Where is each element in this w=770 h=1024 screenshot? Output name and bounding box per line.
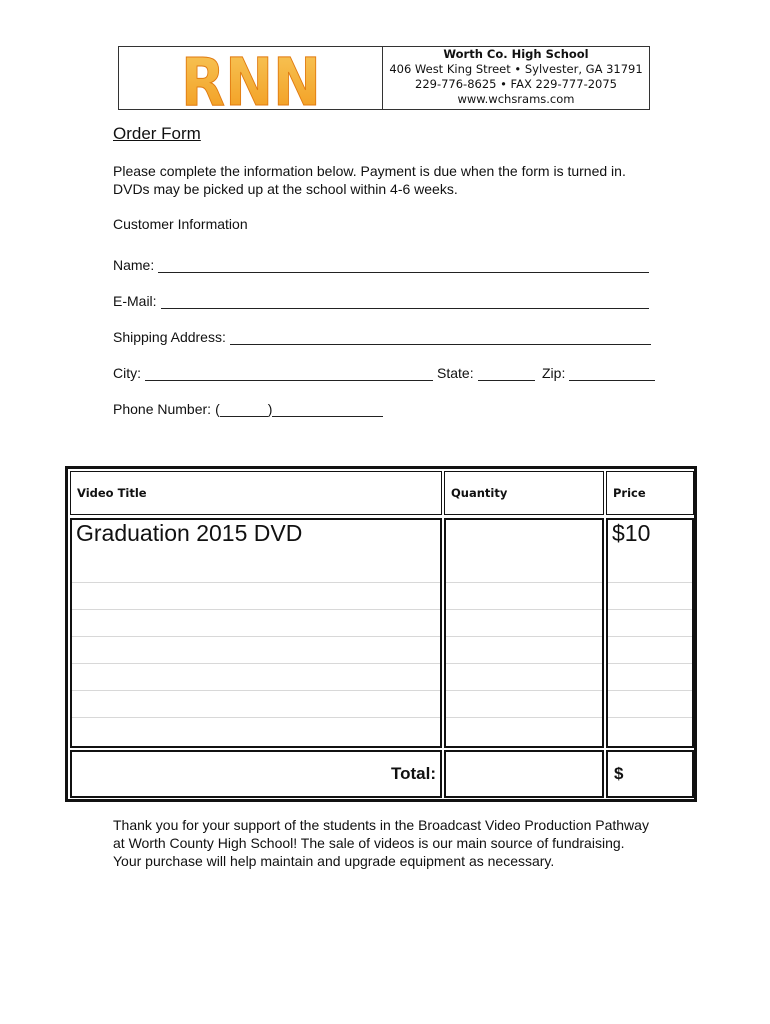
city-label: City: [113, 365, 141, 381]
table-row[interactable] [72, 637, 440, 664]
table-row[interactable] [72, 556, 440, 583]
intro-line-1: Please complete the information below. Payment is due when the form is turned in. [113, 163, 626, 179]
phone-label: Phone Number: [113, 401, 212, 417]
state-field[interactable] [437, 361, 535, 381]
zip-label: Zip: [542, 365, 566, 381]
table-row[interactable] [446, 691, 602, 718]
rnn-logo [179, 44, 323, 121]
email-line[interactable] [161, 294, 649, 309]
zip-field[interactable] [542, 361, 655, 381]
table-row[interactable] [446, 637, 602, 664]
title-rows [72, 556, 440, 746]
phone-field[interactable] [113, 397, 383, 417]
shipping-address-field[interactable] [113, 325, 651, 345]
table-row[interactable] [72, 664, 440, 691]
city-field[interactable] [113, 361, 433, 381]
quantity-column[interactable] [444, 518, 604, 748]
total-price[interactable]: $ [606, 750, 694, 798]
thank-you-line-2: at Worth County High School! The sale of videos is our main source of fundraising. [113, 835, 625, 851]
phone-number-line[interactable] [272, 402, 383, 417]
form-title: Order Form [113, 124, 201, 143]
table-row[interactable] [446, 583, 602, 610]
table-row[interactable] [608, 556, 692, 583]
table-row[interactable] [72, 610, 440, 637]
area-code-close-paren: ) [267, 401, 273, 417]
total-quantity-cell[interactable] [444, 750, 604, 798]
area-code-line[interactable] [220, 402, 268, 417]
order-table [65, 466, 697, 802]
area-code-open-paren: ( [215, 401, 220, 417]
name-line[interactable] [158, 258, 649, 273]
quantity-rows [446, 556, 602, 746]
header-box [118, 44, 650, 121]
school-phone-fax: 229-776-8625 • FAX 229-777-2075 [415, 77, 617, 91]
school-address: 406 West King Street • Sylvester, GA 31791 [389, 62, 643, 76]
school-website: www.wchsrams.com [457, 92, 575, 106]
table-row[interactable] [72, 718, 440, 745]
table-row[interactable] [446, 556, 602, 583]
table-row[interactable] [608, 718, 692, 745]
table-row[interactable] [72, 691, 440, 718]
state-label: State: [437, 365, 474, 381]
name-label: Name: [113, 257, 155, 273]
school-name: Worth Co. High School [443, 47, 589, 61]
customer-info-heading: Customer Information [113, 216, 248, 232]
school-info [383, 47, 649, 109]
header-price: Price [606, 471, 694, 515]
total-label: Total: [70, 750, 442, 798]
table-row[interactable] [608, 691, 692, 718]
email-label: E-Mail: [113, 293, 157, 309]
thank-you-line-1: Thank you for your support of the students in the Broadcast Video Production Pathway [113, 817, 649, 833]
svg-text:RNN: RNN [181, 44, 321, 121]
thank-you-line-3: Your purchase will help maintain and upgrade equipment as necessary. [113, 853, 555, 869]
item-title: Graduation 2015 DVD [76, 520, 303, 546]
shipping-address-line[interactable] [230, 330, 651, 345]
item-price: $10 [612, 520, 651, 546]
shipping-address-label: Shipping Address: [113, 329, 226, 345]
table-row[interactable] [446, 664, 602, 691]
city-line[interactable] [145, 366, 433, 381]
table-row[interactable] [608, 610, 692, 637]
table-row[interactable] [446, 718, 602, 745]
table-row[interactable] [608, 583, 692, 610]
email-field[interactable] [113, 289, 649, 309]
name-field[interactable] [113, 253, 649, 273]
header-video-title: Video Title [70, 471, 442, 515]
price-rows [608, 556, 692, 746]
zip-line[interactable] [569, 366, 655, 381]
intro-line-2: DVDs may be picked up at the school within 4-6 weeks. [113, 181, 458, 197]
table-row[interactable] [608, 664, 692, 691]
price-column [606, 518, 694, 748]
video-title-column [70, 518, 442, 748]
table-row[interactable] [608, 637, 692, 664]
thank-you-note [113, 816, 649, 870]
header-quantity: Quantity [444, 471, 604, 515]
state-line[interactable] [478, 366, 535, 381]
table-row[interactable] [72, 583, 440, 610]
table-row[interactable] [446, 610, 602, 637]
